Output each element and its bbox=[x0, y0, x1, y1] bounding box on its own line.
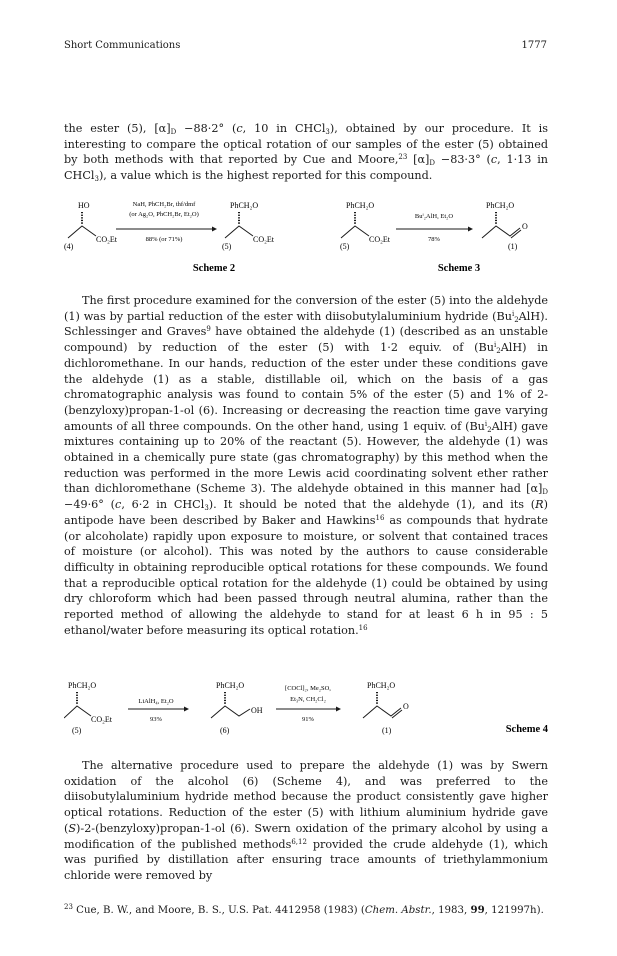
italic-text: c bbox=[490, 153, 498, 167]
italic-text: R bbox=[535, 498, 544, 512]
skeletal-bonds bbox=[68, 226, 96, 238]
page-number: 1777 bbox=[521, 40, 547, 51]
benzyloxy-group-label: PhCH₂O bbox=[230, 201, 259, 210]
running-header bbox=[64, 40, 547, 54]
subscript: 2 bbox=[487, 425, 492, 434]
skeletal-bonds bbox=[64, 706, 91, 718]
text-run: ). It should be noted that the aldehyde (1), and its ( bbox=[208, 498, 536, 512]
ester-group-label: CO₂Et bbox=[253, 235, 275, 244]
benzyloxy-group-label: PhCH₂O bbox=[346, 201, 375, 210]
text-run: Cue, B. W., and Moore, B. S., U.S. Pat. 4412958 (1983) ( bbox=[72, 905, 365, 916]
benzyloxy-group-label: PhCH₂O bbox=[68, 681, 97, 690]
compound-number: (5) bbox=[340, 242, 350, 251]
schemes-2-3-drawing bbox=[64, 196, 548, 282]
compound-4-structure bbox=[64, 201, 118, 251]
italic-text: c bbox=[236, 122, 243, 135]
compound-number: (1) bbox=[382, 726, 392, 735]
scheme-4 bbox=[64, 676, 548, 742]
text-run: AlH) gave mixtures containing up to 20% of the reactant (5). However, the aldehyde (1) was obtained in a chemically pure state (gas chromatography) by this method when the reduction was performed in the more Lewis acid coordinating solvent ether rather than dichloromethane (Scheme 3). The aldehyde obtained in this manner had [α] bbox=[64, 419, 549, 496]
skeletal-bonds bbox=[341, 226, 369, 238]
subscript: 2 bbox=[514, 315, 519, 324]
reference-superscript: 16 bbox=[375, 513, 385, 522]
scheme-4-label: Scheme 4 bbox=[505, 724, 548, 735]
superscript: i bbox=[511, 309, 515, 318]
reagent-label: LiAlH₄, Et₂O bbox=[138, 698, 174, 705]
scheme-3-compound-5-structure bbox=[340, 201, 391, 251]
text-run: ), obtained by our procedure. It is interesting to compare the optical rotation of our samples of the ester (5) obtained by both methods with that reported by Cue and Moore, bbox=[64, 122, 548, 167]
subscript: D bbox=[429, 159, 436, 168]
text-run: AlH) in dichloromethane. In our hands, reduction of the ester under these conditions gave the aldehyde (1) as a stable, distillable oil, which on the basis of a gas chromatographic analysis was found to contain 5% of the ester (5) and 1% of 2-(benzyloxy)propan-1-ol (6). Increasing or decreasing the reaction time gave varying amounts of all three compounds. On the other hand, using 1 equiv. of (Bu bbox=[64, 341, 548, 433]
text-run: , 10 in CHCl bbox=[242, 122, 326, 135]
reference-superscript: 6,12 bbox=[291, 837, 307, 846]
compound-6-structure bbox=[211, 681, 263, 735]
text-run: , 6·2 in CHCl bbox=[121, 498, 205, 512]
subscript: 3 bbox=[204, 504, 209, 513]
compound-5-structure bbox=[64, 681, 113, 735]
reference-superscript: 9 bbox=[206, 325, 211, 334]
reagent-label: (or Ag₂O, PhCH₂Br, Et₂O) bbox=[129, 211, 199, 218]
italic-text: S bbox=[68, 821, 77, 835]
oxygen-label: O bbox=[403, 702, 409, 711]
benzyloxy-group-label: PhCH₂O bbox=[367, 681, 396, 690]
journal-section: Short Communications bbox=[64, 40, 181, 51]
yield-label: 93% bbox=[150, 716, 162, 723]
arrow-head bbox=[336, 707, 341, 712]
compound-number: (5) bbox=[222, 242, 232, 251]
text-run: −49·6° ( bbox=[64, 498, 116, 512]
yield-label: 88% (or 71%) bbox=[145, 236, 183, 243]
yield-label: 91% bbox=[302, 716, 314, 723]
compound-1-structure bbox=[482, 201, 528, 251]
hydroxy-group-label: HO bbox=[78, 201, 90, 210]
volume-number: 99 bbox=[470, 904, 485, 916]
subscript: D bbox=[542, 488, 548, 497]
compound-1-structure bbox=[363, 681, 409, 735]
reagent-label: NaH, PhCH₂Br, thf/dmf bbox=[132, 201, 196, 208]
text-run: as compounds that hydrate (or alcoholate) rapidly upon exposure to moisture, or solvent that contained traces of moisture (or alcohol). This was noted by the authors to cause considerable difficulty in obtaining reproducible optical rotations for these compounds. We found that a reproducible optical rotation for the aldehyde (1) could be obtained by using dry chloroform which had been passed through neutral alumina, rather than the reported method of allowing the aldehyde to stand for at least 6 h in 95 : 5 ethanol/water before measuring its optical rotation. bbox=[64, 513, 548, 637]
text-run: −88·2° ( bbox=[176, 122, 237, 135]
reagent-label: Buⁱ₂AlH, Et₂O bbox=[414, 213, 454, 220]
ester-group-label: CO₂Et bbox=[91, 715, 113, 724]
skeletal-bonds bbox=[363, 706, 401, 718]
subscript: 3 bbox=[325, 128, 330, 136]
text-run: The first procedure examined for the conversion of the ester (5) into the aldehyde (1) was by partial reduction of the ester with diisobutylaluminium hydride (Bu bbox=[64, 294, 548, 323]
superscript: i bbox=[484, 419, 488, 428]
text-run: ) antipode have been described by Baker and Hawkins bbox=[64, 498, 548, 527]
compound-5-structure bbox=[222, 201, 275, 251]
benzyloxy-group-label: PhCH₂O bbox=[216, 681, 245, 690]
subscript: 2 bbox=[496, 347, 501, 356]
text-run: , 121997h). bbox=[484, 905, 544, 916]
oxygen-label: O bbox=[522, 222, 528, 231]
benzyloxy-group-label: PhCH₂O bbox=[486, 201, 515, 210]
scheme-4-drawing bbox=[64, 676, 548, 742]
text-run: The alternative procedure used to prepare the aldehyde (1) was by Swern oxidation of the alcohol (6) (Scheme 4), and was preferred to the diisobutylaluminium hydride method because the product consistently gave higher optical rotations. Reduction of the ester (5) with lithium aluminium hydride gave ( bbox=[64, 759, 548, 835]
reagent-label: [COCl]₂, Me₂SO, bbox=[285, 685, 331, 692]
compound-number: (4) bbox=[64, 242, 74, 251]
compound-number: (6) bbox=[220, 726, 230, 735]
reference-superscript: 23 bbox=[398, 153, 408, 162]
text-run: ), a value which is the highest reported for this compound. bbox=[98, 169, 433, 183]
skeletal-bonds bbox=[211, 706, 250, 718]
footnote-number: 23 bbox=[64, 903, 73, 911]
compound-number: (1) bbox=[508, 242, 518, 251]
scheme-2-label: Scheme 2 bbox=[192, 263, 236, 274]
paragraph-optical-rotation bbox=[64, 121, 548, 184]
arrow-head bbox=[468, 227, 473, 232]
superscript: i bbox=[493, 341, 497, 350]
text-run: , 1983, bbox=[431, 905, 471, 916]
text-run: AlH). Schlessinger and Graves bbox=[64, 309, 548, 339]
text-run: [α] bbox=[407, 153, 430, 167]
reference-superscript: 16 bbox=[358, 623, 368, 632]
hydroxy-group-label: OH bbox=[251, 706, 263, 715]
text-run: the ester (5), [α] bbox=[64, 122, 171, 135]
text-run: provided the crude aldehyde (1), which was purified by distillation after ensuring trace amounts of triethylammonium chloride were removed by bbox=[64, 837, 549, 882]
footnote-23 bbox=[64, 903, 548, 918]
text-run: , 1·13 in CHCl bbox=[64, 153, 548, 183]
subscript: D bbox=[170, 128, 177, 136]
ester-group-label: CO₂Et bbox=[369, 235, 391, 244]
text-run: −83·3° ( bbox=[435, 153, 491, 167]
subscript: 3 bbox=[94, 175, 99, 184]
text-run: )-2-(benzyloxy)propan-1-ol (6). Swern oxidation of the primary alcohol by using a modification of the published methods bbox=[64, 821, 548, 851]
schemes-2-and-3 bbox=[64, 196, 548, 282]
arrow-head bbox=[184, 707, 189, 712]
journal-name: Chem. Abstr. bbox=[364, 905, 432, 916]
reagent-label: Et₃N, CH₂Cl₂ bbox=[290, 696, 326, 703]
text-run: have obtained the aldehyde (1) (described as an unstable compound) by reduction of the ester (5) with 1·2 equiv. of (Bu bbox=[64, 325, 548, 355]
compound-number: (5) bbox=[72, 726, 82, 735]
paragraph-dibal-reduction bbox=[64, 293, 548, 638]
yield-label: 78% bbox=[428, 236, 440, 243]
scheme-3-label: Scheme 3 bbox=[437, 263, 481, 274]
paragraph-swern-oxidation bbox=[64, 758, 548, 884]
skeletal-bonds bbox=[225, 226, 253, 238]
italic-text: c bbox=[115, 498, 122, 512]
ester-group-label: CO₂Et bbox=[96, 235, 118, 244]
skeletal-bonds bbox=[482, 226, 520, 238]
arrow-head bbox=[212, 227, 217, 232]
